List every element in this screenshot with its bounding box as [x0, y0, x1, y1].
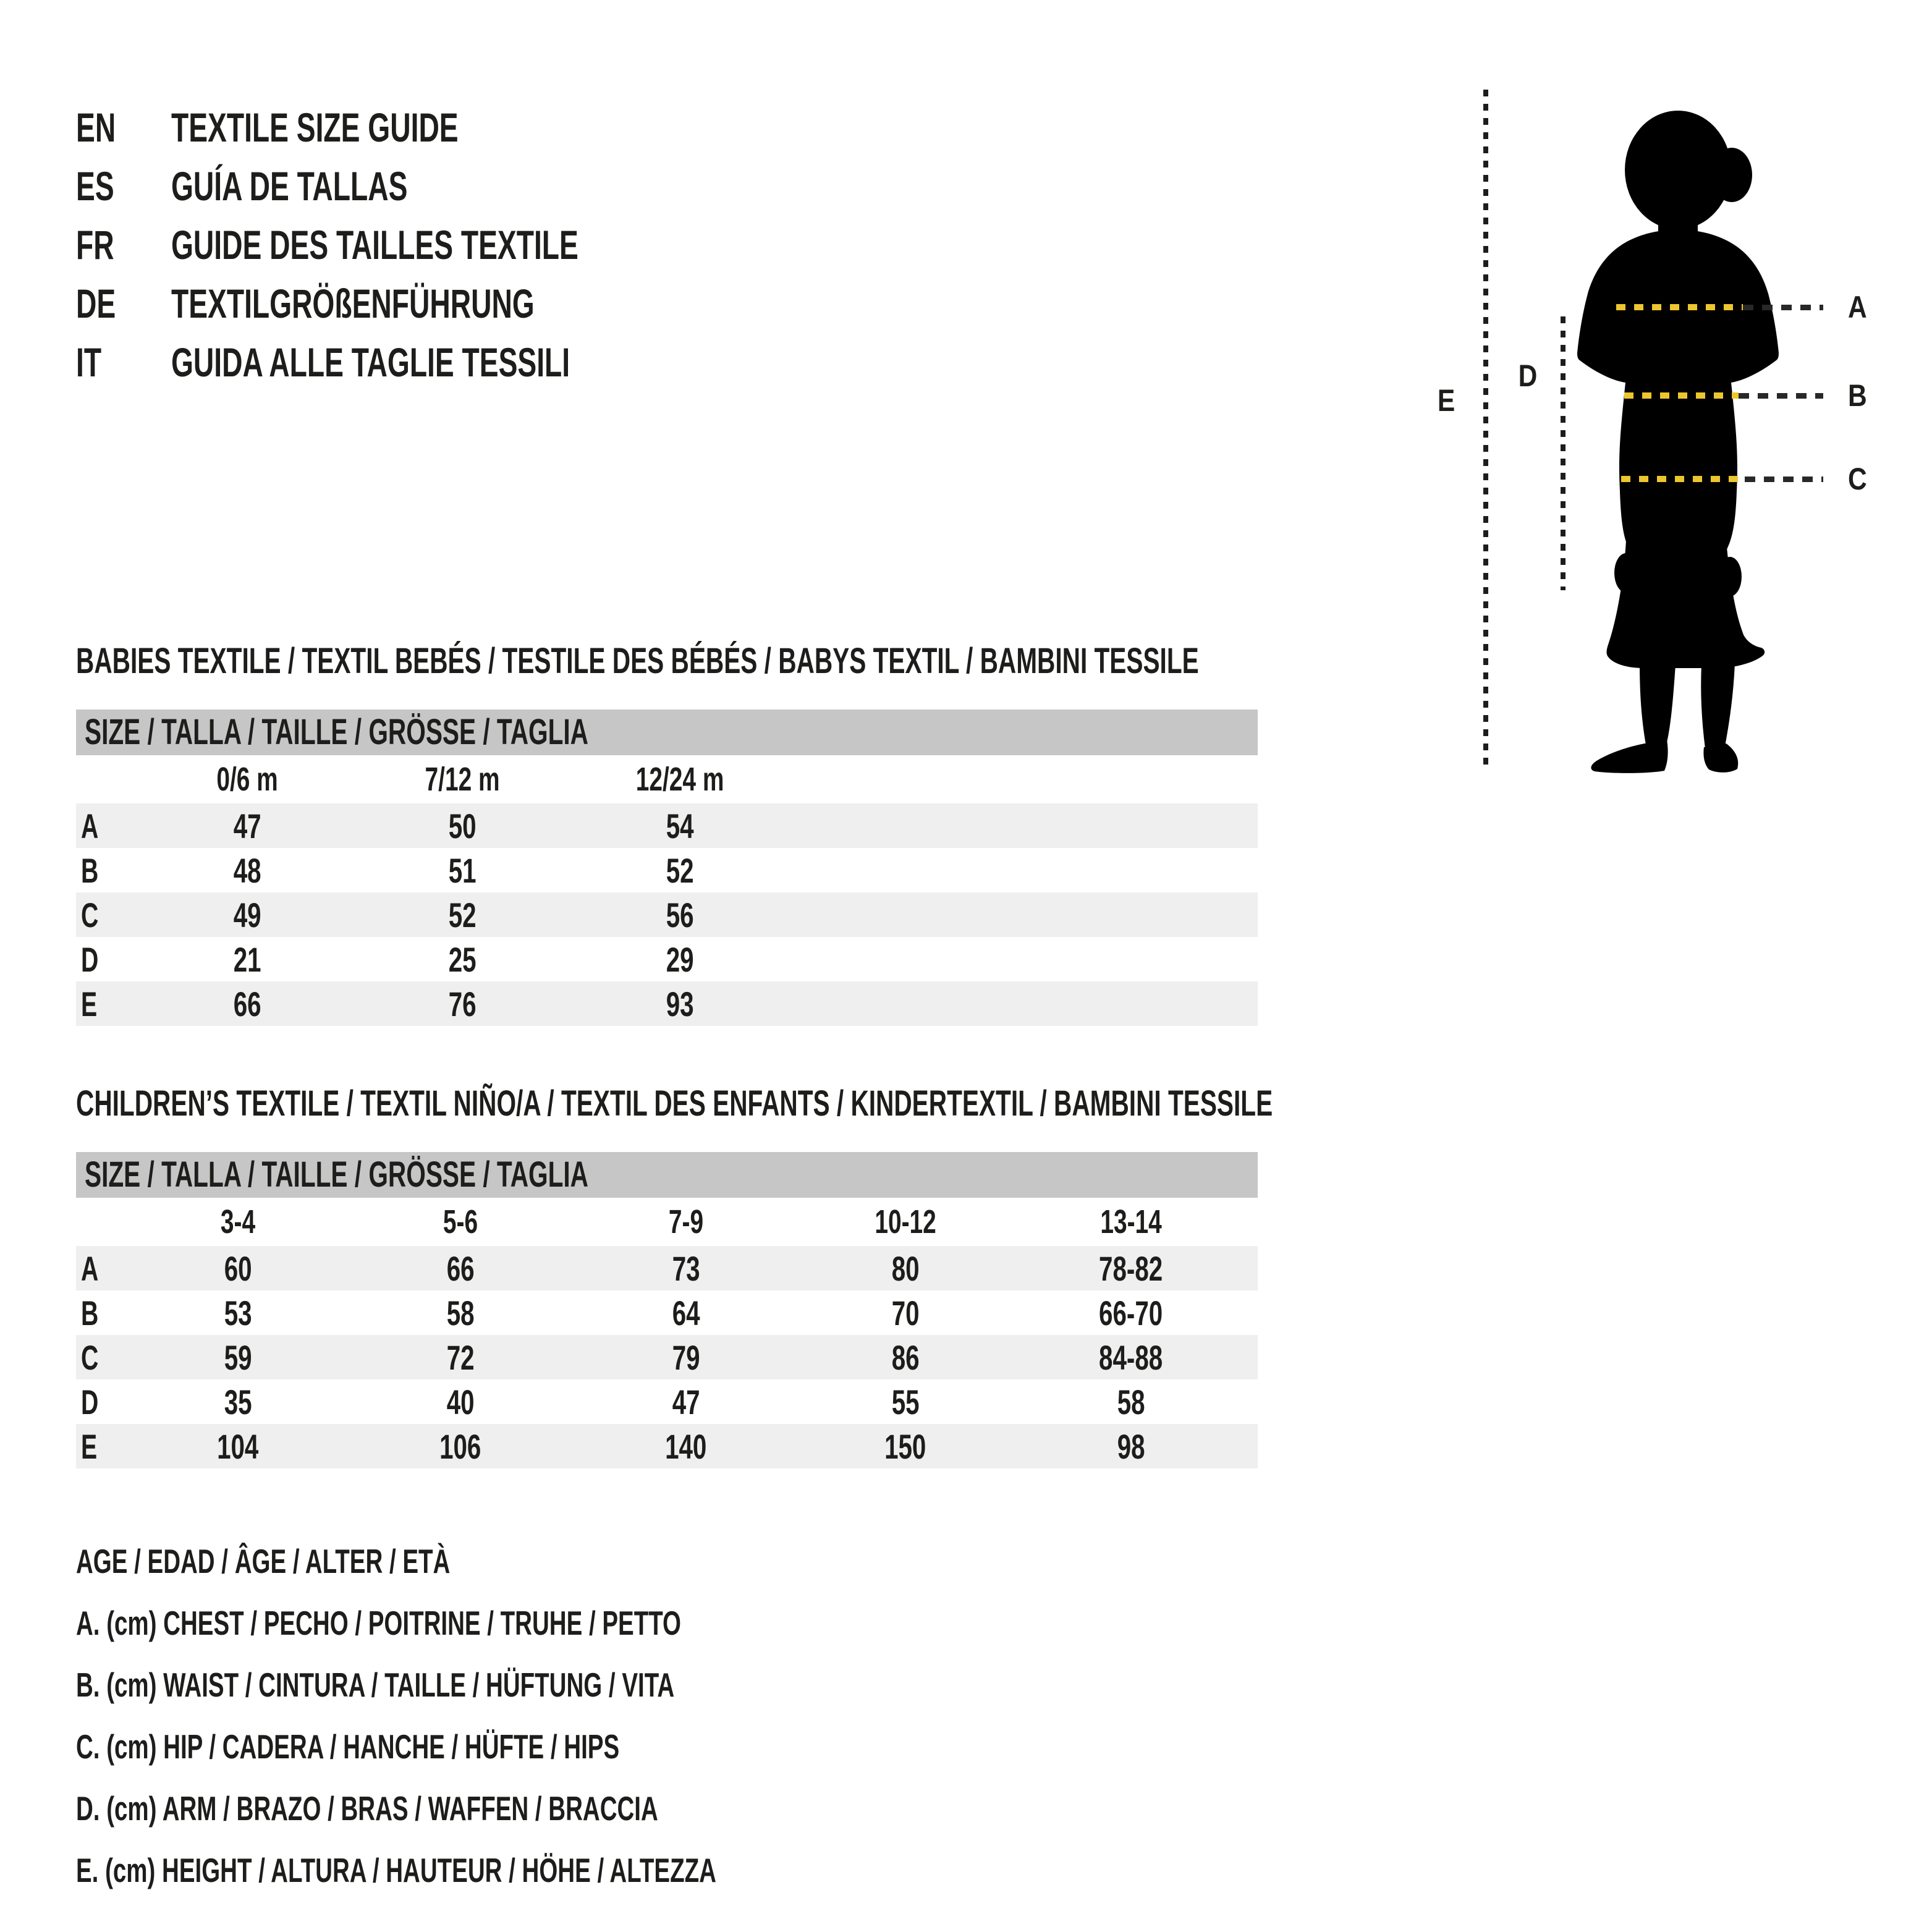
measurement-diagram	[1421, 74, 1932, 797]
children-section-heading: CHILDREN’S TEXTILE / TEXTIL NIÑO/A / TEXTIL DES ENFANTS / KINDERTEXTIL / BAMBINI TESSILE	[76, 1083, 1273, 1124]
babies-column-header-row	[76, 755, 1258, 803]
children-col-header: 10-12	[875, 1203, 936, 1240]
legend-age-line: AGE / EDAD / ÂGE / ALTER / ETÀ	[76, 1542, 451, 1580]
hip-dash-extension	[1745, 477, 1823, 482]
waist-dash-on-body	[1624, 392, 1739, 399]
babies-col-header: 0/6 m	[216, 761, 278, 798]
legend-arm-line: D. (cm) ARM / BRAZO / BRAS / WAFFEN / BRACCIA	[76, 1789, 658, 1828]
children-textile-section	[76, 1083, 1273, 1468]
measurement-legend	[76, 1530, 1258, 1901]
table-row: D 35 40 47 55 58	[81, 1382, 1145, 1421]
row-label: E	[81, 1426, 98, 1466]
waist-dash-extension	[1739, 393, 1823, 399]
arm-measure-dotted-line	[1561, 316, 1566, 590]
legend-chest-line: A. (cm) CHEST / PECHO / POITRINE / TRUHE / PETTO	[76, 1604, 682, 1642]
hip-measure-line	[1621, 476, 1823, 482]
figure-label-c: C	[1848, 462, 1867, 496]
babies-textile-section	[76, 643, 1258, 1026]
row-label: C	[81, 1337, 99, 1377]
waist-measure-line	[1624, 392, 1823, 399]
chest-dash-on-body	[1616, 304, 1743, 310]
guide-title: GUÍA DE TALLAS	[171, 163, 408, 209]
children-col-header: 7-9	[668, 1203, 704, 1240]
figure-label-b: B	[1848, 378, 1867, 413]
table-row: D 21 25 29	[81, 939, 694, 979]
legend-hip-line: C. (cm) HIP / CADERA / HANCHE / HÜFTE / HIPS	[76, 1727, 620, 1766]
figure-label-d: D	[1518, 358, 1538, 393]
row-label: B	[81, 1293, 99, 1332]
table-row: A 47 50 54	[76, 803, 1258, 848]
language-code: DE	[76, 280, 116, 326]
children-col-header: 13-14	[1100, 1203, 1162, 1240]
table-row: B 53 58 64 70 66-70	[81, 1293, 1163, 1332]
chest-dash-extension	[1743, 305, 1823, 310]
hip-dash-on-body	[1621, 476, 1745, 482]
row-label: C	[81, 895, 99, 934]
table-row: C 49 52 56	[76, 892, 1258, 937]
children-column-header-row	[76, 1198, 1258, 1246]
language-code: ES	[76, 163, 114, 209]
row-label: A	[81, 806, 99, 845]
babies-col-header: 12/24 m	[635, 761, 724, 798]
legend-waist-line: B. (cm) WAIST / CINTURA / TAILLE / HÜFTUNG / VITA	[76, 1666, 675, 1704]
height-measure-dotted-line	[1483, 90, 1488, 769]
row-label: A	[81, 1248, 99, 1288]
figure-label-a: A	[1848, 290, 1867, 324]
babies-section-heading: BABIES TEXTILE / TEXTIL BEBÉS / TESTILE DES BÉBÉS / BABYS TEXTIL / BAMBINI TESSILE	[76, 641, 1199, 681]
table-row: A 60 66 73 80 78-82	[76, 1246, 1258, 1290]
language-title-list	[76, 98, 753, 391]
babies-col-header: 7/12 m	[425, 761, 500, 798]
children-size-header-bar: SIZE / TALLA / TAILLE / GRÖSSE / TAGLIA	[76, 1152, 1258, 1198]
size-tables-column	[76, 641, 1273, 1901]
guide-title: TEXTILE SIZE GUIDE	[171, 104, 459, 150]
row-label: E	[81, 984, 98, 1023]
language-row	[76, 98, 753, 156]
legend-height-line: E. (cm) HEIGHT / ALTURA / HAUTEUR / HÖHE / ALTEZZA	[76, 1851, 716, 1889]
guide-title: GUIDA ALLE TAGLIE TESSILI	[171, 339, 570, 385]
guide-title: GUIDE DES TAILLES TEXTILE	[171, 221, 578, 268]
children-col-header: 5-6	[443, 1203, 478, 1240]
language-code: EN	[76, 104, 116, 150]
language-row	[76, 274, 753, 333]
language-row	[76, 156, 753, 215]
language-row	[76, 215, 753, 274]
row-label: B	[81, 850, 99, 890]
figure-label-e: E	[1437, 383, 1455, 418]
language-row	[76, 333, 753, 391]
babies-size-header-bar: SIZE / TALLA / TAILLE / GRÖSSE / TAGLIA	[76, 710, 1258, 755]
language-code: FR	[76, 221, 114, 268]
chest-measure-line	[1616, 304, 1823, 310]
child-silhouette-icon	[1574, 108, 1780, 774]
row-label: D	[81, 1382, 99, 1421]
language-code: IT	[76, 339, 102, 385]
guide-title: TEXTILGRÖßENFÜHRUNG	[171, 280, 535, 326]
table-row: C 59 72 79 86 84-88	[76, 1335, 1258, 1379]
table-row: B 48 51 52	[81, 850, 694, 890]
table-row: E 66 76 93	[76, 981, 1258, 1026]
children-col-header: 3-4	[220, 1203, 256, 1240]
table-row: E 104 106 140 150 98	[76, 1424, 1258, 1468]
row-label: D	[81, 939, 99, 979]
